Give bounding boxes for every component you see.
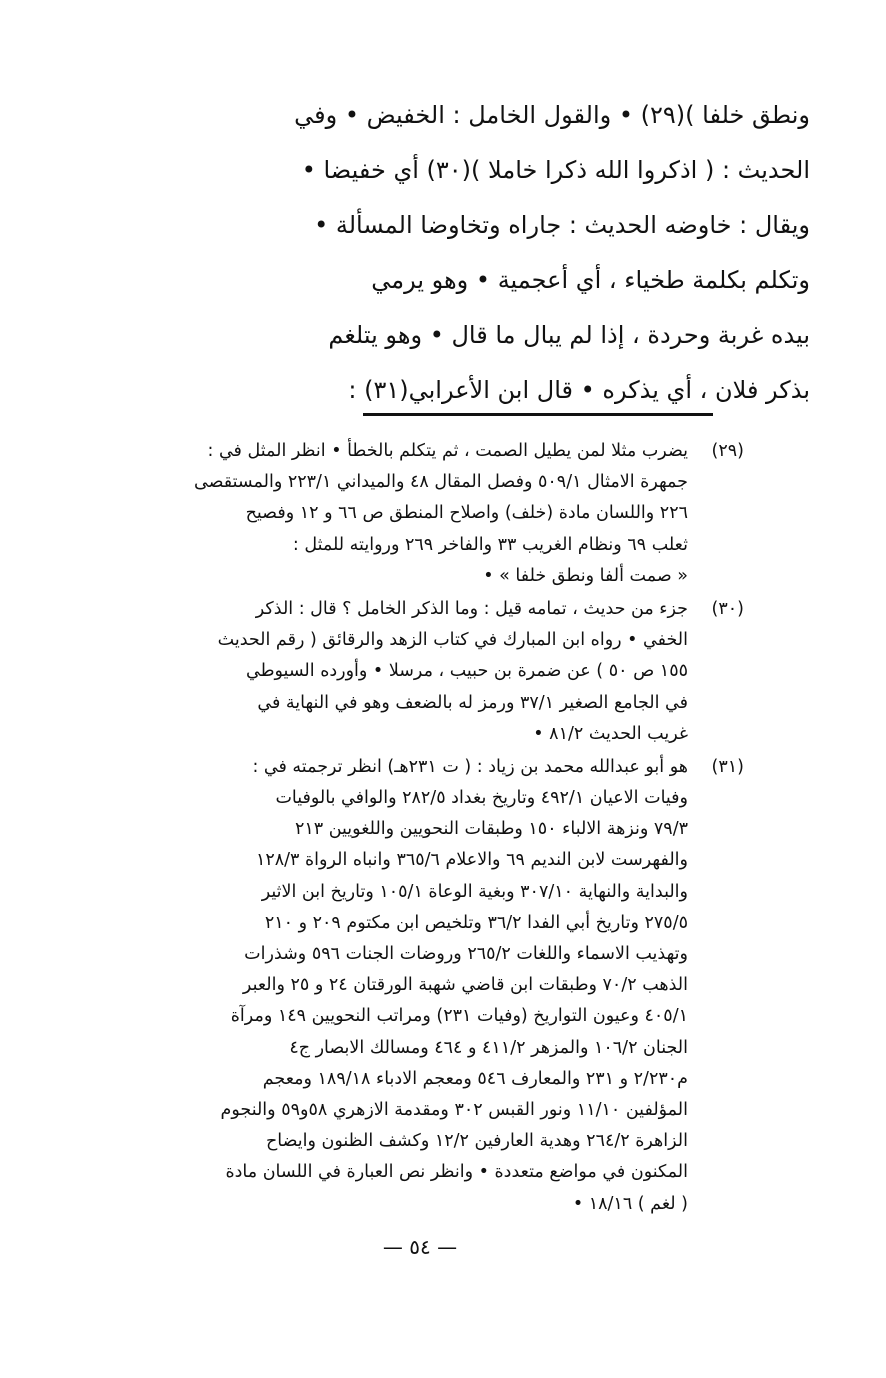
footnote-line: « صمت ألفا ونطق خلفا » • (483, 565, 688, 586)
footnote-line: في الجامع الصغير ٣٧/١ ورمز له بالضعف وهو في النهاية في (257, 692, 688, 713)
footnote-line: وتهذيب الاسماء واللغات ٢٦٥/٢ وروضات الجنات ٥٩٦ وشذرات (244, 944, 688, 964)
footnote-29 (84, 436, 744, 592)
footnote-separator-rule (363, 413, 713, 416)
footnote-line: الخفي • رواه ابن المبارك في كتاب الزهد والرقائق ( رقم الحديث (217, 630, 688, 651)
footnote-line: يضرب مثلا لمن يطيل الصمت ، ثم يتكلم بالخطأ • انظر المثل في : (207, 441, 688, 461)
body-line: وتكلم بكلمة طخياء ، أي أعجمية • وهو يرمي (371, 266, 810, 294)
footnote-line: المؤلفين ١١/١٠ ونور القبس ٣٠٢ ومقدمة الازهري ٥٨و٥٩ والنجوم (220, 1099, 688, 1120)
footnote-line: ٢٧٥/٥ وتاريخ أبي الفدا ٣٦/٢ وتلخيص ابن مكتوم ٢٠٩ و ٢١٠ (264, 912, 688, 933)
footnote-line: الزاهرة ٢٦٤/٢ وهدية العارفين ١٢/٢ وكشف الظنون وايضاح (265, 1131, 688, 1152)
footnote-line: ٢٢٦ واللسان مادة (خلف) واصلاح المنطق ص ٦٦ و ١٢ وفصيح (245, 503, 688, 524)
footnote-line: ( لغم ) ١٨/١٦ • (572, 1193, 688, 1214)
footnote-line: والفهرست لابن النديم ٦٩ والاعلام ٣٦٥/٦ وانباه الرواة ١٢٨/٣ (255, 850, 688, 871)
footnote-line: والبداية والنهاية ٣٠٧/١٠ وبغية الوعاة ١٠٥/١ وتاريخ ابن الاثير (261, 881, 688, 902)
footnote-line: غريب الحديث ٨١/٢ • (533, 723, 688, 744)
body-line: الحديث : ( اذكروا الله ذكرا خاملا )(٣٠) أي خفيضا • (301, 156, 810, 184)
body-line: بيده غربة وحردة ، إذا لم يبال ما قال • وهو يتلغم (328, 321, 810, 349)
body-line: ونطق خلفا )(٢٩) • والقول الخامل : الخفيض • وفي (294, 101, 810, 129)
footnote-number: (٢٩) (711, 441, 744, 461)
footnote-line: جمهرة الامثال ٥٠٩/١ وفصل المقال ٤٨ والميداني ٢٢٣/١ والمستقصى (194, 472, 688, 493)
footnote-number: (٣٠) (711, 598, 744, 619)
main-body-text (88, 88, 810, 418)
footnote-31 (84, 752, 744, 1220)
footnote-line: الذهب ٧٠/٢ وطبقات ابن قاضي شهبة الورقتان ٢٤ و ٢٥ والعبر (242, 975, 688, 996)
body-line: بذكر فلان ، أي يذكره • قال ابن الأعرابي(٣١) : (348, 376, 810, 404)
footnote-line: وفيات الاعيان ٤٩٢/١ وتاريخ بغداد ٢٨٢/٥ والوافي بالوفيات (275, 788, 688, 809)
footnote-line: ثعلب ٦٩ ونظام الغريب ٣٣ والفاخر ٢٦٩ وروايته للمثل : (292, 534, 688, 555)
footnote-line: جزء من حديث ، تمامه قيل : وما الذكر الخامل ؟ قال : الذكر (255, 598, 688, 619)
footnote-line: ٧٩/٣ ونزهة الالباء ١٥٠ وطبقات النحويين واللغويين ٢١٣ (294, 819, 688, 840)
footnote-line: هو أبو عبدالله محمد بن زياد : ( ت ٢٣١هـ) انظر ترجمته في : (252, 756, 688, 777)
footnotes-section (84, 436, 744, 1222)
footnote-line: الجنان ١٠٦/٢ والمزهر ٤١١/٢ و ٤٦٤ ومسالك الابصار ج٤ (289, 1037, 688, 1058)
body-line: ويقال : خاوضه الحديث : جاراه وتخاوضا المسألة • (314, 211, 810, 239)
footnote-line: م٢/٢٣٠ و ٢٣١ والمعارف ٥٤٦ ومعجم الادباء ١٨٩/١٨ ومعجم (262, 1068, 688, 1089)
footnote-30 (84, 594, 744, 750)
page-number: — ٥٤ — (382, 1235, 458, 1259)
footnote-line: ٤٠٥/١ وعيون التواريخ (وفيات ٢٣١) ومراتب النحويين ١٤٩ ومرآة (230, 1006, 688, 1027)
footnote-line: المكنون في مواضع متعددة • وانظر نص العبارة في اللسان مادة (225, 1162, 688, 1183)
footnote-line: ١٥٥ ص ٥٠ ) عن ضمرة بن حبيب ، مرسلا • وأورده السيوطي (245, 661, 688, 682)
footnote-number: (٣١) (711, 756, 744, 777)
